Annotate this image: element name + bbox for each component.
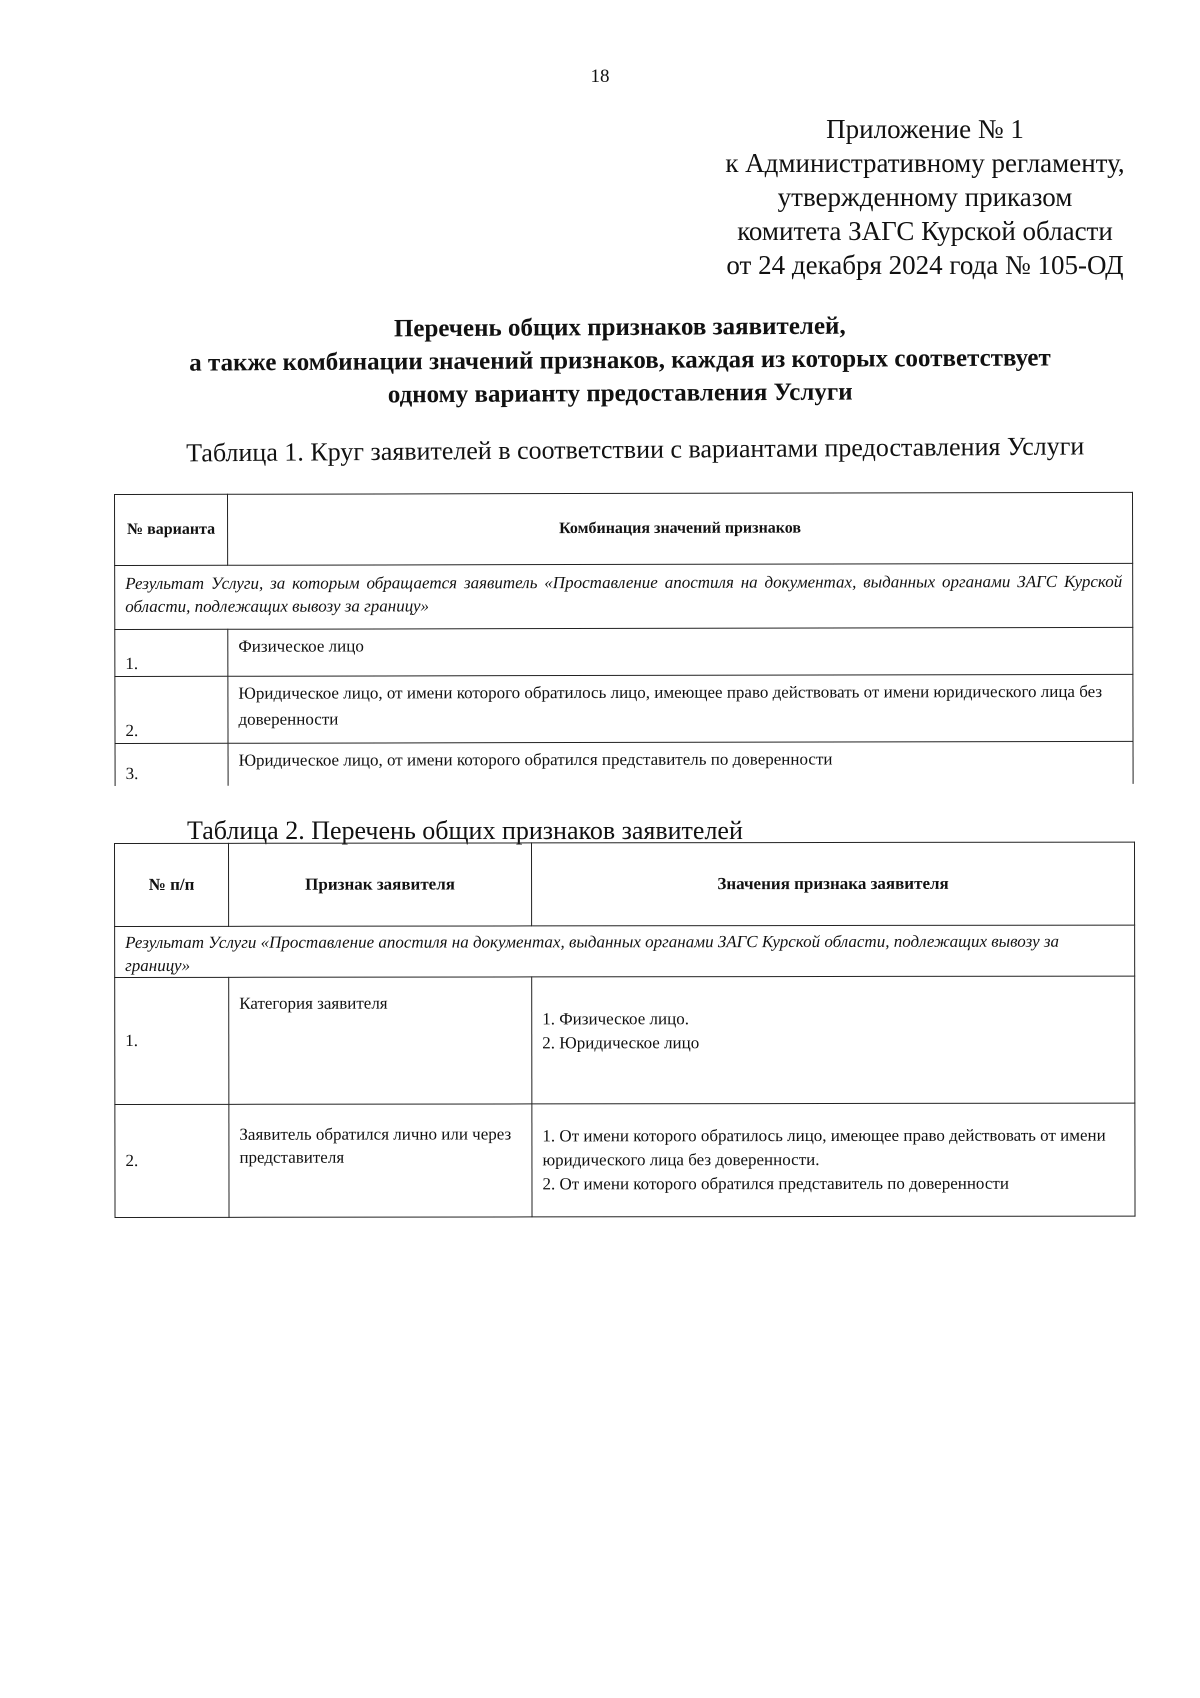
table2-header-num: № п/п: [115, 843, 229, 926]
table2-row-num: 2.: [115, 1104, 229, 1217]
annex-line-2: к Административному регламенту,: [725, 148, 1125, 178]
table1-row-text: Физическое лицо: [228, 627, 1133, 676]
table1-row-text: Юридическое лицо, от имени которого обратился представитель по доверенности: [228, 741, 1133, 785]
annex-line-3: утвержденному приказом: [777, 182, 1073, 212]
annex-line-1: Приложение № 1: [826, 114, 1024, 144]
table1-caption: Таблица 1. Круг заявителей в соответствии с вариантами предоставления Услуги: [186, 431, 1085, 468]
table1-result-row: [115, 563, 1133, 629]
table-row: [115, 741, 1133, 786]
table2-header-sign: Признак заявителя: [229, 843, 532, 926]
table2-row-sign: Категория заявителя: [229, 977, 532, 1104]
table2-value-item: 2. Юридическое лицо: [542, 1033, 700, 1053]
table2-caption: Таблица 2. Перечень общих признаков заявителей: [187, 816, 743, 845]
table1-row-num: 2.: [115, 676, 228, 743]
table1: [114, 492, 1134, 786]
title-line-1: Перечень общих признаков заявителей,: [393, 312, 846, 343]
annex-line-4: комитета ЗАГС Курской области: [737, 216, 1113, 246]
annex-line-5: от 24 декабря 2024 года № 105-ОД: [726, 250, 1124, 280]
table2-result-row: [115, 925, 1135, 977]
table2-header-row: [115, 842, 1135, 926]
table1-header-num: № варианта: [115, 494, 228, 565]
table-row: [115, 976, 1135, 1104]
table-row: [115, 627, 1133, 676]
table2-row-values: [532, 976, 1135, 1104]
table2-header-values: Значения признака заявителя: [532, 842, 1135, 926]
table1-row-num: 1.: [115, 629, 228, 676]
table1-result-text: Результат Услуги, за которым обращается заявитель «Проставление апостиля на документах, выданных органами ЗАГС Курской области, подлежащих вывозу за границу»: [115, 563, 1133, 629]
title-line-3: одному варианту предоставления Услуги: [387, 378, 853, 409]
table2-row-values: [532, 1103, 1135, 1217]
table2-value-item: 1. От имени которого обратилось лицо, имеющее право действовать от имени юридического лица без доверенности.: [542, 1125, 1106, 1170]
table1-row-num: 3.: [115, 743, 228, 786]
table1-header-combination: Комбинация значений признаков: [228, 492, 1133, 565]
table-row: [115, 674, 1133, 743]
table2: [114, 842, 1136, 1218]
annex-header: [680, 112, 1170, 282]
table2-value-item: 1. Физическое лицо.: [542, 1009, 689, 1029]
page-number: 18: [590, 66, 610, 87]
table2-row-num: 1.: [115, 977, 229, 1104]
table-row: [115, 1103, 1135, 1217]
document-title: [110, 308, 1131, 413]
table2-row-sign: Заявитель обратился лично или через представителя: [229, 1104, 532, 1217]
table2-result-text: Результат Услуги «Проставление апостиля на документах, выданных органами ЗАГС Курской области, подлежащих вывозу за границу»: [115, 925, 1135, 977]
table1-row-text: Юридическое лицо, от имени которого обратилось лицо, имеющее право действовать от имени юридического лица без доверенности: [228, 674, 1133, 743]
table2-value-item: 2. От имени которого обратился представитель по доверенности: [542, 1173, 1009, 1194]
title-line-2: а также комбинации значений признаков, каждая из которых соответствует: [189, 344, 1051, 377]
table1-header-row: [115, 492, 1133, 565]
